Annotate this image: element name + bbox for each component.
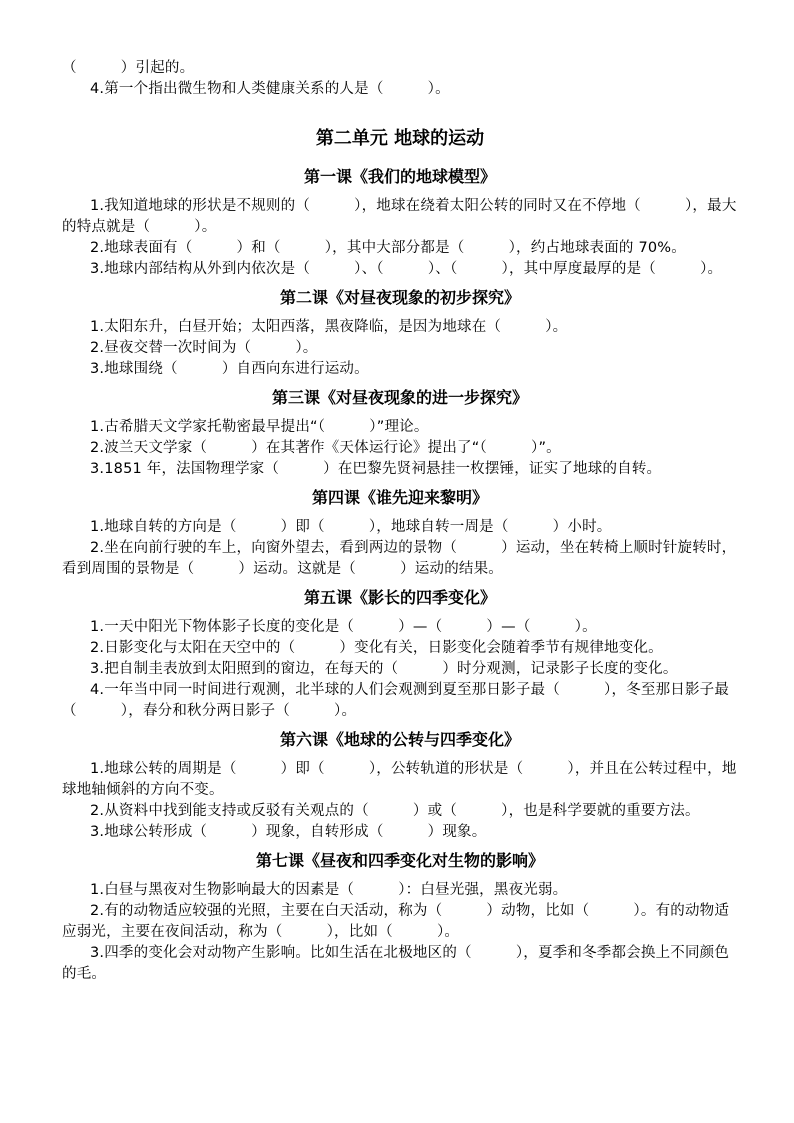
lesson-title: 第四课《谁先迎来黎明》 [311,488,488,507]
lesson-title: 第一课《我们的地球模型》 [303,167,496,186]
lesson-2 [62,287,738,380]
question-item: 2.波兰天文学家（ ）在其著作《天体运行论》提出了“（ ）”。 [90,440,561,456]
question-item: 2.有的动物适应较强的光照，主要在白天活动，称为（ ）动物，比如（ ）。有的动物适应弱光，主要在夜间活动，称为（ ），比如（ ）。 [62,903,730,940]
lesson-title: 第六课《地球的公转与四季变化》 [279,730,520,749]
question-item: 3.地球公转形成（ ）现象，自转形成（ ）现象。 [90,824,487,840]
lesson-title: 第七课《昼夜和四季变化对生物的影响》 [255,851,544,870]
question-item: 1.地球自转的方向是（ ）即（ ），地球自转一周是（ ）小时。 [90,519,612,535]
question-item: 3.1851 年，法国物理学家（ ）在巴黎先贤祠悬挂一枚摆锤，证实了地球的自转。 [90,461,662,477]
worksheet-page [62,58,738,985]
question-item: 3.四季的变化会对动物产生影响。比如生活在北极地区的（ ），夏季和冬季都会换上不同颜色的毛。 [62,945,730,982]
question-item: 2.从资料中找到能支持或反驳有关观点的（ ）或（ ），也是科学要就的重要方法。 [90,803,700,819]
question-item: 1.太阳东升，白昼开始；太阳西落，黑夜降临，是因为地球在（ ）。 [90,319,568,335]
question-item: 4.一年当中同一时间进行观测，北半球的人们会观测到夏至那日影子最（ ），冬至那日影子最（ ），春分和秋分两日影子（ ）。 [62,682,730,719]
question-item: 2.日影变化与太阳在天空中的（ ）变化有关，日影变化会随着季节有规律地变化。 [90,640,663,656]
lesson-1 [62,166,738,280]
question-item: 2.坐在向前行驶的车上，向窗外望去，看到两边的景物（ ）运动，坐在转椅上顺时针旋转时，看到周围的景物是（ ）运动。这就是（ ）运动的结果。 [62,540,737,577]
question-item: 1.一天中阳光下物体影子长度的变化是（ ）—（ ）—（ ）。 [90,619,597,635]
question-item: 1.古希腊天文学家托勒密最早提出“（ ）”理论。 [90,419,429,435]
question-item: 1.我知道地球的形状是不规则的（ ），地球在绕着太阳公转的同时又在不停地（ ），最大的特点就是（ ）。 [62,198,737,235]
lesson-title: 第三课《对昼夜现象的进一步探究》 [271,388,528,407]
intro-line-2: 4.第一个指出微生物和人类健康关系的人是（ ）。 [90,81,450,97]
lesson-5 [62,587,738,722]
lesson-6 [62,729,738,843]
question-item: 3.地球内部结构从外到内依次是（ ）、（ ）、（ ），其中厚度最厚的是（ ）。 [90,261,723,277]
question-item: 2.地球表面有（ ）和（ ），其中大部分都是（ ），约占地球表面的 70%。 [90,240,686,256]
intro-line-1: （ ）引起的。 [62,60,195,76]
question-item: 3.把自制圭表放到太阳照到的窗边，在每天的（ ）时分观测，记录影子长度的变化。 [90,661,678,677]
lesson-title: 第五课《影长的四季变化》 [303,588,496,607]
lesson-7 [62,850,738,985]
lesson-title: 第二课《对昼夜现象的初步探究》 [279,288,520,307]
question-item: 1.白昼与黑夜对生物影响最大的因素是（ ）：白昼光强，黑夜光弱。 [90,882,568,898]
lesson-3 [62,387,738,480]
question-item: 3.地球围绕（ ）自西向东进行运动。 [90,361,369,377]
lesson-4 [62,487,738,580]
unit-title: 第二单元 地球的运动 [315,128,485,149]
question-item: 1.地球公转的周期是（ ）即（ ），公转轨道的形状是（ ），并且在公转过程中，地球地轴倾斜的方向不变。 [62,761,737,798]
question-item: 2.昼夜交替一次时间为（ ）。 [90,340,318,356]
